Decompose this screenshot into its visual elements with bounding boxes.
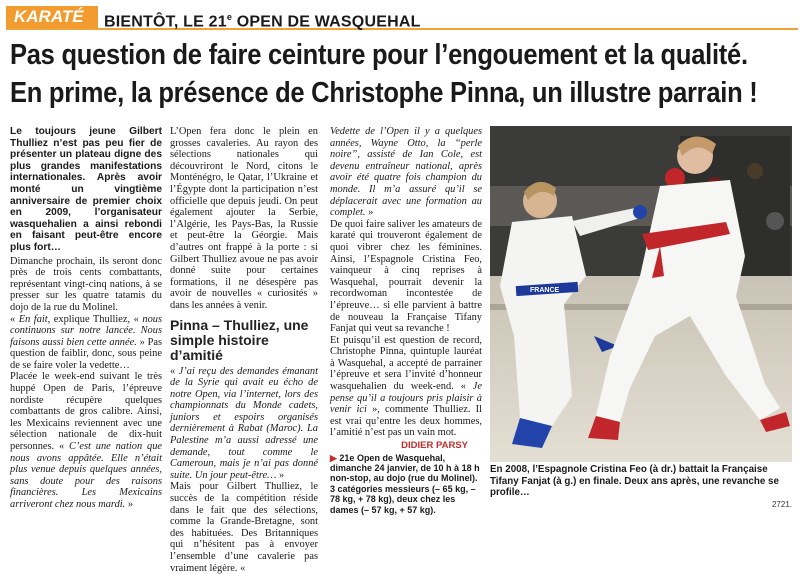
p2-open: « xyxy=(10,313,19,325)
article-column-3 xyxy=(330,126,482,515)
article-intro: Le toujours jeune Gilbert Thulliez n’est pas peu fier de présenter un plateau digne des plus grandes manifestations internationales. Après avoir monté un vingtième anniversaire de premier choix en 2009, l’organisateur wasquehalien a ainsi rebondi en faisant peut-être encore plus fort… xyxy=(10,126,162,253)
article-paragraph-6b xyxy=(330,126,482,219)
p8-text: Et puisqu’il est question de record, Christophe Pinna, quintuple lauréat à Wasquehal, a accepté de parrainer l’épreuve et sera l’invité d’honneur wasquehalien du week-end. « xyxy=(330,334,482,393)
p3-text: Placée le week-end suivant le très huppé Open de Paris, l’épreuve nordiste récupère quelques combattants de gros calibre. Ainsi, les Mexicains reviennent avec une sélection nationale de dix-huit personnes. « xyxy=(10,371,162,453)
p5-close: » xyxy=(276,469,285,481)
karate-fight-photo xyxy=(490,126,792,462)
photo-caption: En 2008, l’Espagnole Cristina Feo (à dr.) battait la Française Tifany Fanjat (à g.) en finale. Deux ans après, une revanche se profile… xyxy=(490,464,779,499)
article-paragraph-2 xyxy=(10,314,162,372)
p5-open: « xyxy=(170,365,179,377)
rubric-topic-before: BIENTÔT, LE 21 xyxy=(104,13,227,31)
p2-quote-1: En fait xyxy=(18,313,48,325)
p5-quote: J’ai reçu des demandes émanant de la Syrie qui avait eu écho de notre Open, via l’internet, lors des championnats du Monde cadets, juniors et espoirs organisés dernièrement à Rabat (Maroc). La Palestine m’a aussi adressé une demande, tout comme le Cameroun, mais je n’ai pas donné suite. Un jour peut-être… xyxy=(170,365,318,481)
p2-end: » Pas question de faiblir, donc, sous peine de se faire voler la vedette… xyxy=(10,336,163,371)
rubric-topic-after: OPEN DE WASQUEHAL xyxy=(232,13,421,31)
photo-illustration xyxy=(490,126,792,462)
photo-banner-text: FRANCE xyxy=(530,287,560,294)
article-column-1 xyxy=(10,126,163,510)
article-paragraph-1: Dimanche prochain, ils seront donc près de trois cents combattants, représentant vingt-cinq nations, à se presser sur les quatre tatamis du dojo de la rue du Molinel. xyxy=(10,255,162,313)
p2-quote-2: nous continuons sur notre lancée. Nous faisons aussi bien cette année. xyxy=(10,313,163,348)
headline xyxy=(10,36,796,112)
article-paragraph-4: L’Open fera donc le plein en grosses cavaleries. Au rayon des sélections nationales qui découvriront le Nord, citons le Monténégro, le Qatar, l’Ukraine et l’Égypte dont la participation n’est officielle que depuis jeudi. On peut également ajouter la Serbie, l’Algérie, les Pays-Bas, la Russie et peut-être la Géorgie. Mais d’autres ont frappé à la porte : si Gilbert Thulliez avoue ne pas avoir donné suite pour certaines formations, il ne désespère pas avoir de nouvelles « curiosités » dans les années à venir. xyxy=(170,126,318,311)
rubric-topic xyxy=(104,7,421,32)
section-rubric xyxy=(6,6,798,30)
headline-line-1: Pas question de faire ceinture pour l’engouement et la qualité. xyxy=(10,39,748,71)
p6-quote: Vedette de l’Open il y a quelques années, Wayne Otto, la “perle noire”, assisté de Ian Cole, est devenu entraîneur national, après avoir été quatre fois champion du monde. Il m’a assuré qu’il se déplacerait avec une formation au complet. xyxy=(330,126,482,219)
article-subhead: Pinna – Thulliez, une simple histoire d’amitié xyxy=(170,316,309,363)
p2-mid: , explique Thulliez, « xyxy=(47,313,143,325)
p8-end: », commente Thulliez. Il est vrai qu’entre les deux hommes, l’amitié n’est pas un vain mot. xyxy=(330,404,482,439)
p6-end: » xyxy=(365,207,374,219)
p3-quote: C’est une nation que nous avons appâtée. Elle n’était plus venue depuis quelques années, sans doute pour des raisons financières. Les Mexicains arriveront chez nous mardi. xyxy=(10,441,162,510)
article-paragraph-5 xyxy=(170,366,318,482)
event-info-text: 21e Open de Wasquehal, dimanche 24 janvier, de 10 h à 18 h non-stop, au dojo (rue du Molinel). 3 catégories messieurs (– 65 kg, – 78 kg, + 78 kg), deux chez les dames (– 57 kg, + 57 kg). xyxy=(330,452,480,515)
page-number: 2721. xyxy=(771,500,792,509)
p3-end: » xyxy=(125,499,134,510)
p8-quote: Je pense qu’il a toujours pris plaisir à venir ici xyxy=(330,381,482,416)
section-tag: KARATÉ xyxy=(6,6,98,28)
article-paragraph-7: De quoi faire saliver les amateurs de karaté qui trouveront également de quoi vibrer chez les féminines. Ainsi, l’Espagnole Cristina Feo, vainqueur à cinq reprises à Wasquehal, pourrait devenir la recordwoman incontestée de l’épreuve… si elle parvient à battre de nouveau la Française Tifany Fanjat qui veut sa revanche ! xyxy=(330,218,482,335)
headline-line-2: En prime, la présence de Christophe Pinna, un illustre parrain ! xyxy=(10,77,758,109)
article-byline: DIDIER PARSY xyxy=(401,440,468,452)
article-paragraph-3 xyxy=(10,371,162,510)
article-column-2 xyxy=(170,126,318,574)
triangle-bullet-icon: ▶ xyxy=(330,452,340,463)
event-info-box xyxy=(330,453,482,515)
article-paragraph-6a: Mais pour Gilbert Thulliez, le succès de la compétition réside dans le fait que des sélections, comme la Grande-Bretagne, sont des habituées. Des Britanniques qui n’hésitent pas à envoyer l’ensemble d’une cavalerie pas vraiment légère. « xyxy=(170,481,318,574)
rubric-topic-sup: e xyxy=(226,12,233,22)
article-paragraph-8 xyxy=(330,335,482,439)
